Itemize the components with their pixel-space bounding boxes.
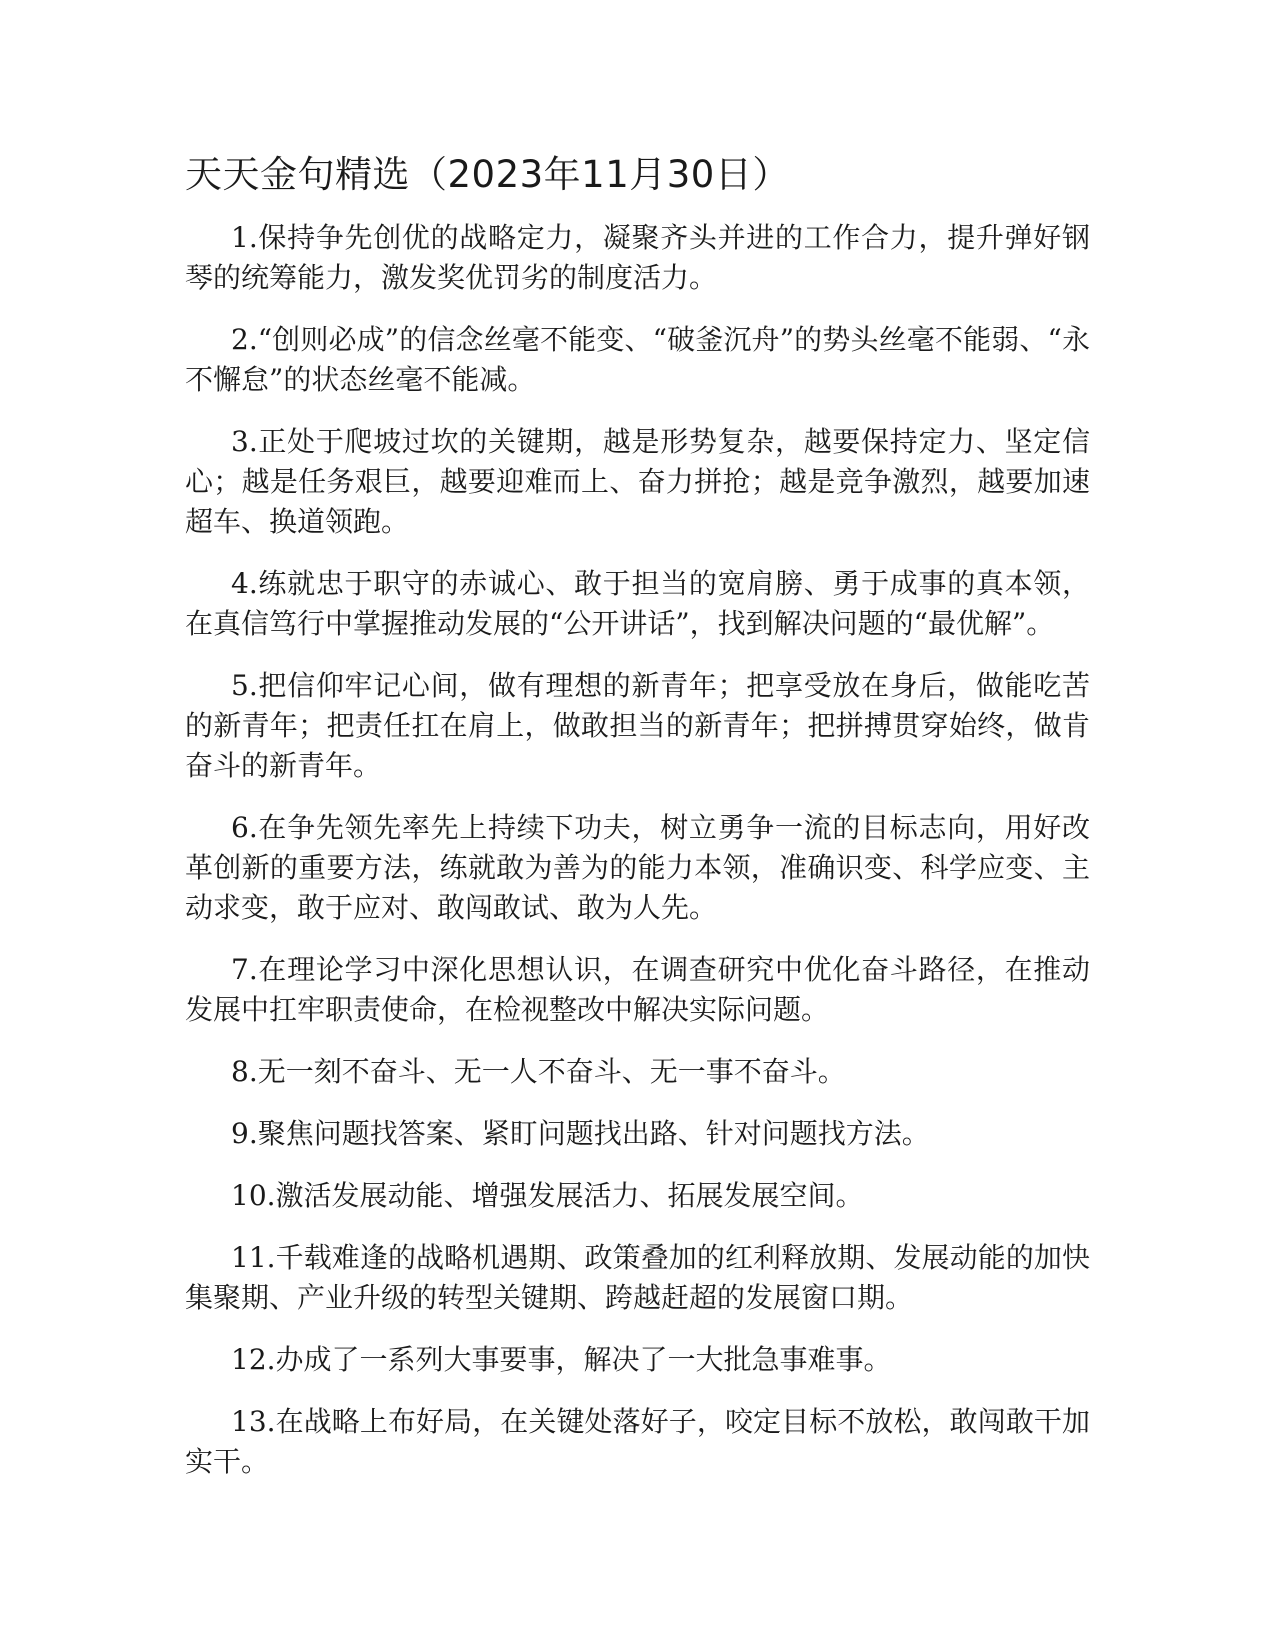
quote-item: 1.保持争先创优的战略定力，凝聚齐头并进的工作合力，提升弹好钢琴的统筹能力，激发奖优罚劣的制度活力。 bbox=[185, 221, 1090, 294]
quote-item: 12.办成了一系列大事要事，解决了一大批急事难事。 bbox=[231, 1343, 892, 1376]
quote-item: 2.“创则必成”的信念丝毫不能变、“破釜沉舟”的势头丝毫不能弱、“永不懈怠”的状态丝毫不能减。 bbox=[185, 323, 1090, 396]
quote-item: 7.在理论学习中深化思想认识，在调查研究中优化奋斗路径，在推动发展中扛牢职责使命，在检视整改中解决实际问题。 bbox=[185, 953, 1090, 1026]
quote-item: 8.无一刻不奋斗、无一人不奋斗、无一事不奋斗。 bbox=[231, 1055, 846, 1088]
page-title: 天天金句精选（2023年11月30日） bbox=[185, 153, 790, 196]
quote-item: 10.激活发展动能、增强发展活力、拓展发展空间。 bbox=[231, 1179, 864, 1212]
quote-item: 5.把信仰牢记心间，做有理想的新青年；把享受放在身后，做能吃苦的新青年；把责任扛在肩上，做敢担当的新青年；把拼搏贯穿始终，做肯奋斗的新青年。 bbox=[185, 669, 1090, 782]
quote-item: 3.正处于爬坡过坎的关键期，越是形势复杂，越要保持定力、坚定信心；越是任务艰巨，越要迎难而上、奋力拼抢；越是竞争激烈，越要加速超车、换道领跑。 bbox=[185, 425, 1090, 538]
quote-item: 13.在战略上布好局，在关键处落好子，咬定目标不放松，敢闯敢干加实干。 bbox=[185, 1405, 1090, 1478]
quote-item: 4.练就忠于职守的赤诚心、敢于担当的宽肩膀、勇于成事的真本领，在真信笃行中掌握推动发展的“公开讲话”，找到解决问题的“最优解”。 bbox=[185, 567, 1090, 640]
document-page bbox=[185, 150, 1090, 1504]
quote-item: 11.千载难逢的战略机遇期、政策叠加的红利释放期、发展动能的加快集聚期、产业升级的转型关键期、跨越赶超的发展窗口期。 bbox=[185, 1241, 1090, 1314]
quote-item: 9.聚焦问题找答案、紧盯问题找出路、针对问题找方法。 bbox=[231, 1117, 930, 1150]
quote-item: 6.在争先领先率先上持续下功夫，树立勇争一流的目标志向，用好改革创新的重要方法，练就敢为善为的能力本领，准确识变、科学应变、主动求变，敢于应对、敢闯敢试、敢为人先。 bbox=[185, 811, 1090, 924]
